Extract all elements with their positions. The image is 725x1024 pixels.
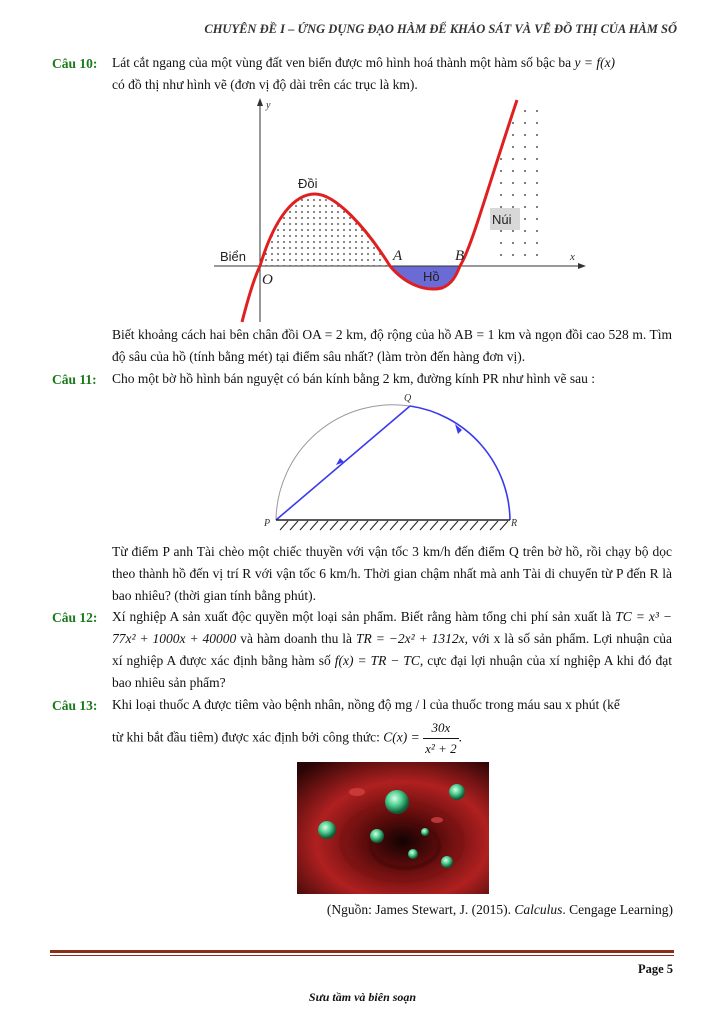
q12-text4: , cực đại lợi nhuận của xí nghiệp A khi đó đạt bao nhiêu sản phẩm? [112, 653, 672, 690]
bloodstream-image [297, 762, 489, 894]
chord-PQ [276, 406, 410, 520]
sea-label: Biển [220, 249, 247, 264]
arc-blue [410, 406, 510, 520]
question-11-label: Câu 11: [52, 372, 97, 387]
lake-label: Hồ [423, 269, 440, 284]
point-B: B [455, 248, 465, 264]
q12-profit: f(x) = TR − TC [334, 653, 420, 668]
question-13-line2: từ khi bắt đầu tiêm) được xác định bởi công thức: C(x) = $\frac{30x}{\text{x² + 2}}$ . [112, 718, 672, 759]
point-R: R [511, 518, 518, 529]
question-13-label: Câu 13: [52, 698, 98, 713]
x-label: x [570, 251, 575, 263]
q10-func: y = f(x) [574, 55, 616, 70]
page-footer: Sưu tầm và biên soạn [308, 990, 417, 1004]
question-12-label: Câu 12: [52, 610, 98, 625]
q13-text2: từ khi bắt đầu tiêm) được xác định bởi công thức: [112, 729, 380, 745]
page-header: CHUYÊN ĐỀ I – ỨNG DỤNG ĐẠO HÀM ĐỂ KHẢO SÁT VÀ VẼ ĐỒ THỊ CỦA HÀM SỐ [204, 22, 677, 36]
point-P: P [264, 518, 271, 529]
q12-tr: TR = −2x² + 1312x [356, 631, 465, 646]
y-label: y [266, 100, 271, 111]
question-12-text [112, 606, 672, 694]
q10-graph [210, 96, 590, 324]
ground-hatch [280, 521, 508, 530]
footer-rule-thin [50, 955, 674, 956]
question-10-text [112, 52, 672, 96]
q10-line1: Lát cắt ngang của một vùng đất ven biển được mô hình hoá thành một hàm số bậc ba [112, 55, 572, 70]
mountain-label: Núi [492, 212, 512, 227]
caption-post: . Cengage Learning) [562, 902, 673, 917]
q13-cx: C(x) = [383, 729, 420, 745]
point-O: O [262, 272, 273, 288]
q10-line2: có đồ thị như hình vẽ (đơn vị độ dài trên các trục là km). [112, 77, 418, 92]
q12-text3: , với x là số sản phẩm. Lợi nhuận của xí nghiệp A được xác định bằng hàm số [112, 631, 672, 668]
caption-title: Calculus [514, 902, 563, 917]
q13-numerator: 30x [423, 718, 458, 739]
point-A: A [393, 248, 403, 264]
q12-text2: và hàm doanh thu là [240, 631, 353, 646]
question-10-label: Câu 10: [52, 56, 98, 71]
point-Q: Q [404, 393, 412, 404]
q11-semicircle [262, 392, 524, 532]
q12-text1: Xí nghiệp A sản xuất độc quyền một loại sản phẩm. Biết rằng hàm tổng chi phí sản xuất là [112, 609, 612, 624]
hill-label: Đồi [298, 176, 318, 191]
q13-denominator: x² + 2 [425, 741, 457, 756]
hill-fill [260, 194, 390, 266]
question-10-paragraph: Biết khoảng cách hai bên chân đồi OA = 2 km, độ rộng của hồ AB = 1 km và ngọn đồi cao 528 m. Tìm độ sâu của hồ (tính bằng mét) tại điểm sâu nhất? (làm tròn đến hàng đơn vị). [112, 327, 672, 364]
page-number: Page 5 [637, 962, 673, 976]
footer-rule [50, 950, 674, 953]
image-caption [327, 902, 673, 918]
question-13-line1: Khi loại thuốc A được tiêm vào bệnh nhân, nồng độ mg / l của thuốc trong máu sau x phút (kể [112, 697, 620, 712]
q12-tc: TC = x³ − 77x² + 1000x + 40000 [112, 609, 672, 646]
caption-pre: (Nguồn: James Stewart, J. (2015). [326, 902, 512, 917]
q13-fraction [423, 718, 458, 759]
question-11-text: Cho một bờ hồ hình bán nguyệt có bán kính bằng 2 km, đường kính PR như hình vẽ sau : [112, 371, 596, 386]
question-11-paragraph: Từ điểm P anh Tài chèo một chiếc thuyền với vận tốc 3 km/h đến điểm Q trên bờ hồ, rồi chạy bộ dọc theo thành hồ đến vị trí R với vận tốc 6 km/h. Thời gian chậm nhất mà anh Tài di chuyển từ P đến R là bao nhiêu? (thời gian tính bằng phút). [112, 544, 672, 603]
cubic-curve [242, 100, 517, 322]
